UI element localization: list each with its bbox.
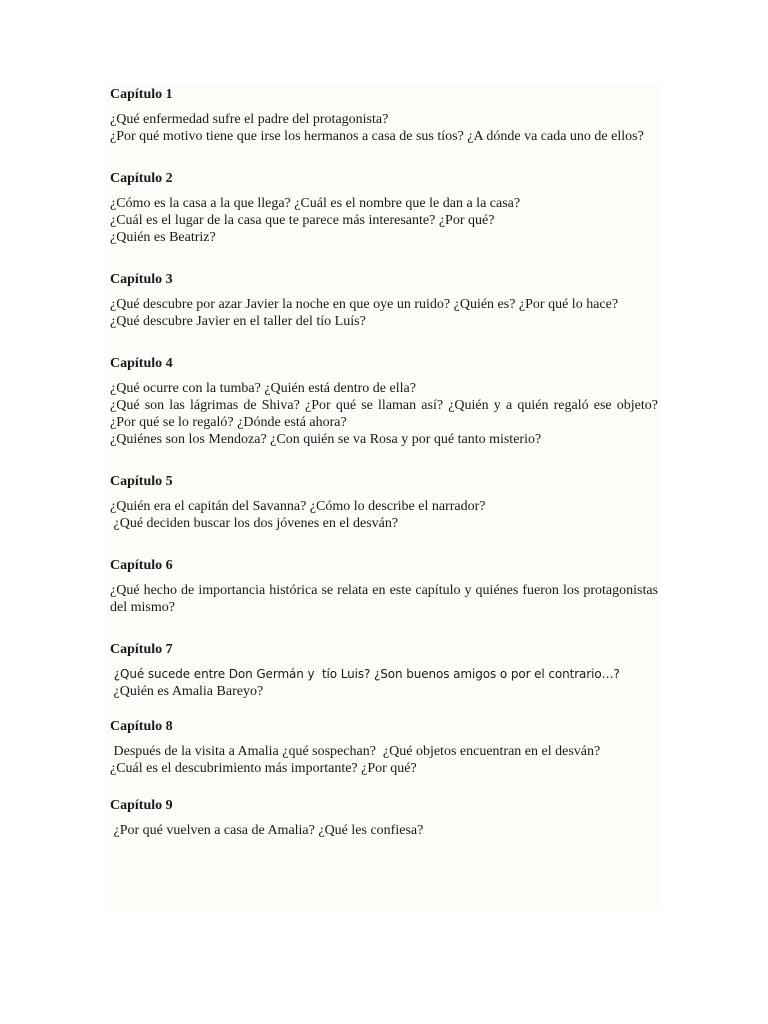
question-line: ¿Qué deciden buscar los dos jóvenes en el desván?: [110, 516, 399, 531]
question-line: ¿Qué enfermedad sufre el padre del protagonista?: [110, 112, 389, 127]
question-line: Después de la visita a Amalia ¿qué sospechan? ¿Qué objetos encuentran en el desván?: [110, 744, 601, 759]
chapter-list: [110, 86, 658, 839]
chapter-9: [110, 797, 658, 839]
question-line: ¿Cuál es el descubrimiento más importante? ¿Por qué?: [110, 761, 417, 776]
chapter-3: [110, 271, 658, 330]
question-line: ¿Qué ocurre con la tumba? ¿Quién está dentro de ella?: [110, 381, 416, 396]
chapter-heading: Capítulo 2: [110, 171, 173, 186]
chapter-heading: Capítulo 4: [110, 356, 173, 371]
question-line: ¿Qué descubre por azar Javier la noche en que oye un ruido? ¿Quién es? ¿Por qué lo hace?: [110, 297, 619, 312]
chapter-heading: Capítulo 6: [110, 558, 173, 573]
chapter-4: [110, 355, 658, 448]
question-line: ¿Qué son las lágrimas de Shiva? ¿Por qué se llaman así? ¿Quién y a quién regaló ese objeto? ¿Por qué se lo regaló? ¿Dónde está ahora?: [110, 398, 658, 430]
question-line: ¿Por qué vuelven a casa de Amalia? ¿Qué les confiesa?: [110, 823, 424, 838]
chapter-7: [110, 641, 658, 700]
chapter-heading: Capítulo 3: [110, 272, 173, 287]
question-line: ¿Cómo es la casa a la que llega? ¿Cuál es el nombre que le dan a la casa?: [110, 196, 521, 211]
question-line: ¿Por qué motivo tiene que irse los hermanos a casa de sus tíos? ¿A dónde va cada uno de ellos?: [110, 129, 644, 144]
chapter-heading: Capítulo 5: [110, 474, 173, 489]
chapter-heading: Capítulo 7: [110, 642, 173, 657]
question-line: ¿Cuál es el lugar de la casa que te parece más interesante? ¿Por qué?: [110, 213, 495, 228]
chapter-heading: Capítulo 9: [110, 798, 173, 813]
question-line: ¿Quién era el capitán del Savanna? ¿Cómo lo describe el narrador?: [110, 499, 486, 514]
question-line: ¿Quiénes son los Mendoza? ¿Con quién se va Rosa y por qué tanto misterio?: [110, 432, 542, 447]
chapter-heading: Capítulo 1: [110, 87, 173, 102]
chapter-8: [110, 718, 658, 777]
chapter-6: [110, 557, 658, 616]
question-line: ¿Quién es Beatriz?: [110, 230, 216, 245]
chapter-1: [110, 86, 658, 145]
chapter-5: [110, 473, 658, 532]
question-line: ¿Qué sucede entre Don Germán y tío Luis? ¿Son buenos amigos o por el contrario…?: [110, 667, 620, 681]
chapter-2: [110, 170, 658, 246]
chapter-heading: Capítulo 8: [110, 719, 173, 734]
question-line: ¿Qué hecho de importancia histórica se relata en este capítulo y quiénes fueron los protagonistas del mismo?: [110, 583, 658, 615]
question-line: ¿Qué descubre Javier en el taller del tío Luís?: [110, 314, 366, 329]
question-line: ¿Quién es Amalia Bareyo?: [110, 684, 264, 699]
